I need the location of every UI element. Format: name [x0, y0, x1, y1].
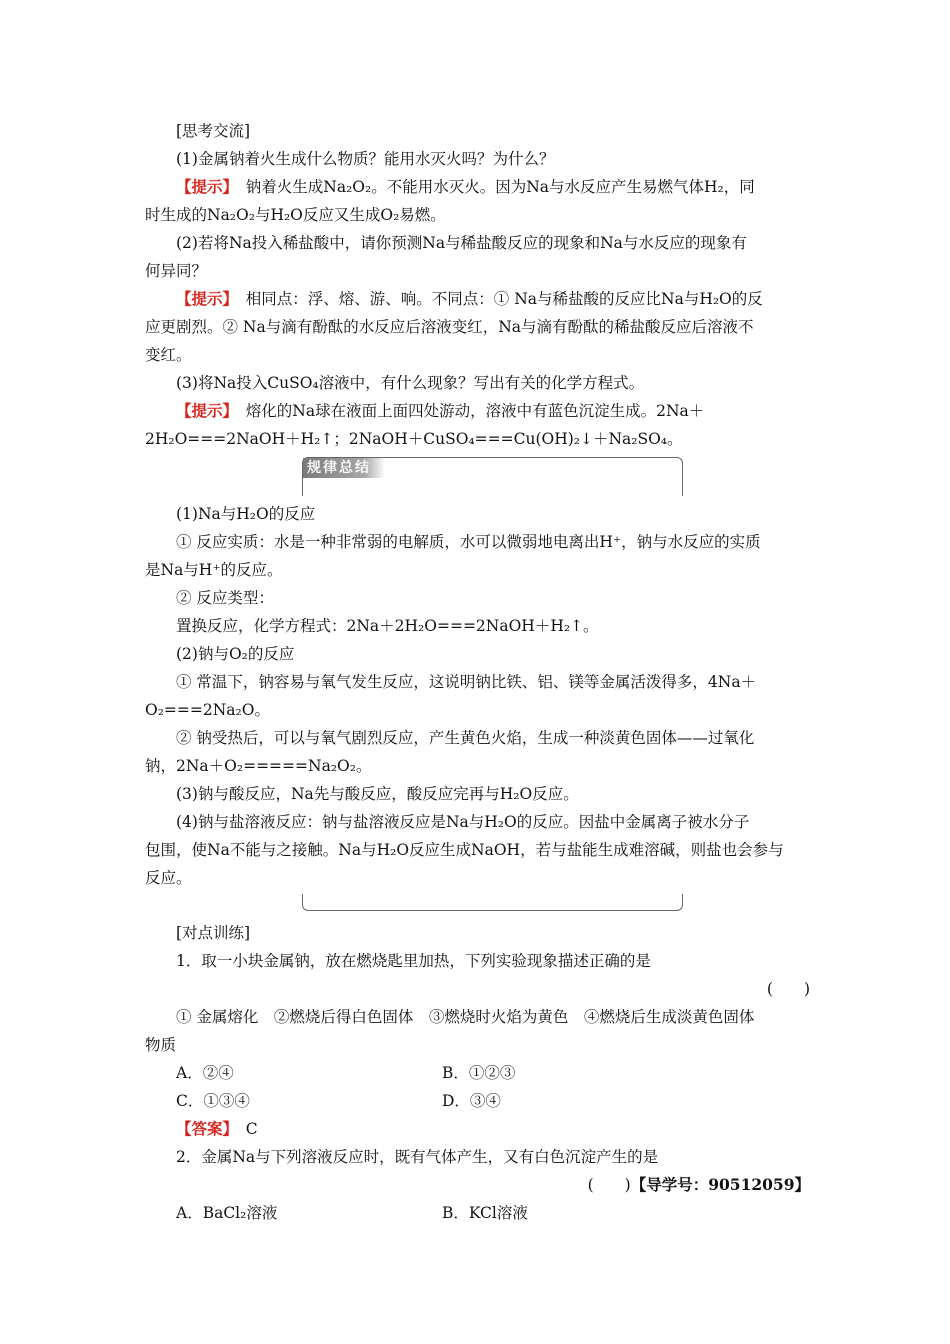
- summary-2-title: (2)钠与O₂的反应: [176, 645, 295, 663]
- option-b: B．KCl溶液: [442, 1204, 528, 1222]
- summary-label: 规律总结: [303, 458, 385, 478]
- hint-label: 【提示】: [176, 401, 231, 420]
- options-row: [145, 1059, 810, 1087]
- answer-2-cont: 应更剧烈。② Na与滴有酚酞的水反应后溶液变红，Na与滴有酚酞的稀盐酸反应后溶液不: [145, 318, 754, 336]
- question-2: (2)若将Na投入稀盐酸中，请你预测Na与稀盐酸反应的现象和Na与水反应的现象有: [176, 234, 747, 252]
- summary-4-cont: 包围，使Na不能与之接触。Na与H₂O反应生成NaOH，若与盐能生成难溶碱，则盐也会参与: [145, 841, 784, 859]
- summary-box-top: [302, 457, 683, 496]
- guide-number: 【导学号：90512059】: [630, 1175, 810, 1194]
- summary-4: (4)钠与盐溶液反应：钠与盐溶液反应是Na与H₂O的反应。因盐中金属离子被水分子: [176, 813, 750, 831]
- question-3: (3)将Na投入CuSO₄溶液中，有什么现象？写出有关的化学方程式。: [176, 374, 645, 392]
- summary-box-bottom: [302, 894, 683, 911]
- answer-3-cont: 2H₂O===2NaOH＋H₂↑；2NaOH＋CuSO₄===Cu(OH)₂↓＋Na₂SO₄。: [145, 430, 683, 448]
- answer-value: C: [245, 1120, 258, 1138]
- summary-1b: ② 反应类型：: [176, 589, 274, 607]
- hint-label: 【提示】: [176, 289, 231, 308]
- answer-2: 【提示】 相同点：浮、熔、游、响。不同点：① Na与稀盐酸的反应比Na与H₂O的反: [176, 289, 763, 308]
- answer-1: 【提示】 钠着火生成Na₂O₂。不能用水灭火。因为Na与水反应产生易燃气体H₂，同: [176, 177, 755, 196]
- option-c: C．①③④: [176, 1092, 250, 1110]
- option-d: D．③④: [442, 1092, 501, 1110]
- answer-label: 【答案】: [176, 1119, 231, 1138]
- practice-question-2: 2．金属Na与下列溶液反应时，既有气体产生，又有白色沉淀产生的是: [176, 1148, 659, 1166]
- summary-3: (3)钠与酸反应，Na先与酸反应，酸反应完再与H₂O反应。: [176, 785, 579, 803]
- answer-paren: ( ): [766, 980, 810, 998]
- practice-items: ① 金属熔化 ②燃烧后得白色固体 ③燃烧时火焰为黄色 ④燃烧后生成淡黄色固体: [176, 1008, 755, 1026]
- option-a: A．②④: [176, 1064, 234, 1082]
- summary-2b: ② 钠受热后，可以与氧气剧烈反应，产生黄色火焰，生成一种淡黄色固体——过氧化: [176, 729, 755, 747]
- answer-1-cont: 时生成的Na₂O₂与H₂O反应又生成O₂易燃。: [145, 206, 446, 224]
- summary-2a: ① 常温下，钠容易与氧气发生反应，这说明钠比铁、铝、镁等金属活泼得多，4Na＋: [176, 673, 757, 691]
- document-page: [145, 117, 810, 1227]
- summary-2b-cont: 钠，2Na＋O₂=====Na₂O₂。: [145, 757, 372, 775]
- summary-2a-cont: O₂===2Na₂O。: [145, 701, 270, 719]
- summary-1-title: (1)Na与H₂O的反应: [176, 505, 316, 523]
- summary-4-cont2: 反应。: [145, 869, 192, 887]
- answer-2-cont2: 变红。: [145, 346, 192, 364]
- options-row: [145, 1087, 810, 1115]
- summary-1a-cont: 是Na与H⁺的反应。: [145, 561, 283, 579]
- summary-1a: ① 反应实质：水是一种非常弱的电解质，水可以微弱地电离出H⁺，钠与水反应的实质: [176, 533, 761, 551]
- section-title-practice: [对点训练]: [176, 924, 251, 942]
- summary-1b-eq: 置换反应，化学方程式：2Na＋2H₂O===2NaOH＋H₂↑。: [176, 617, 599, 635]
- practice-question-1: 1．取一小块金属钠，放在燃烧匙里加热，下列实验现象描述正确的是: [176, 952, 651, 970]
- practice-items-cont: 物质: [145, 1036, 177, 1054]
- answer-line: [145, 1115, 810, 1143]
- option-b: B．①②③: [442, 1064, 516, 1082]
- question-1: (1)金属钠着火生成什么物质？能用水灭火吗？为什么？: [176, 150, 555, 168]
- option-a: A．BaCl₂溶液: [176, 1204, 278, 1222]
- hint-label: 【提示】: [176, 177, 231, 196]
- section-title-think: [思考交流]: [176, 122, 251, 140]
- answer-paren-ref: ( )【导学号：90512059】: [587, 1175, 810, 1194]
- options-row: [145, 1199, 810, 1227]
- answer-3: 【提示】 熔化的Na球在液面上面四处游动，溶液中有蓝色沉淀生成。2Na＋: [176, 401, 705, 420]
- question-2-cont: 何异同？: [145, 262, 208, 280]
